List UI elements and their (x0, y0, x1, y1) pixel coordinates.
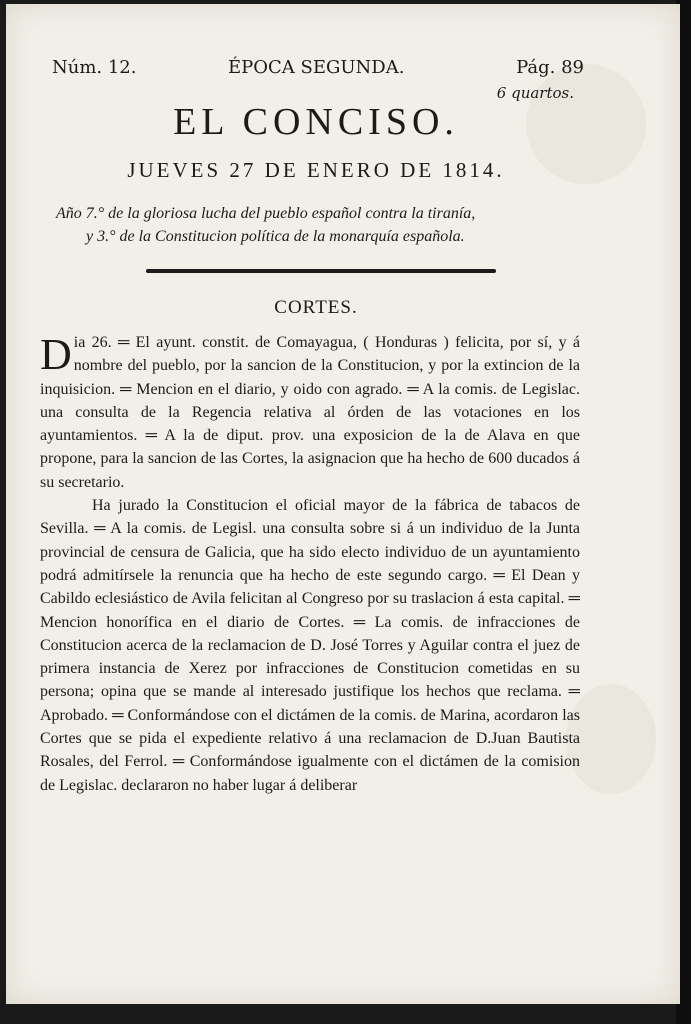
motto-line-1: Año 7.° de la gloriosa lucha del pueblo español contra la tiranía, (56, 205, 476, 222)
divider-rule (146, 269, 496, 273)
drop-cap: D (40, 331, 72, 379)
issue-date: JUEVES 27 DE ENERO DE 1814. (127, 158, 505, 182)
issue-number: Núm. 12. (52, 57, 137, 78)
newspaper-title: EL CONCISO. (173, 101, 459, 143)
epoch-label: ÉPOCA SEGUNDA. (228, 57, 405, 78)
page-number: Pág. 89 (516, 57, 584, 78)
motto-line-2: y 3.° de la Constitucion política de la monarquía española. (86, 228, 465, 245)
section-heading: CORTES. (274, 297, 358, 318)
masthead-row (52, 57, 584, 83)
paragraph-2: Ha jurado la Constitucion el oficial mayor de la fábrica de tabacos de Sevilla. ═ A la comis. de Legisl. una consulta sobre si á un individuo de la Junta provincial de censura de Galicia, que ha sido electo individuo de un ayuntamiento podrá admitírsele la renuncia que ha hecho de este segundo cargo. ═ El Dean y Cabildo eclesiástico de Avila felicitan al Congreso por su traslacion á esta capital. ═ Mencion honorífica en el diario de Cortes. ═ La comis. de infracciones de Constitucion acerca de la reclamacion de D. José Torres y Aguilar contra el juez de primera instancia de Xerez por infracciones de Constitucion cometidas en su persona; opina que se mande al interesado justifique los hechos que reclama. ═ Aprobado. ═ Conformándose con el dictámen de la comis. de Marina, acordaron las Cortes que se pida el expediente relativo á una reclamacion de D.Juan Bautista Rosales, del Ferrol. ═ Conformándose igualmente con el dictámen de la comision de Legislac. declararon no haber lugar á deliberar (40, 497, 580, 794)
paragraph-1 (40, 331, 580, 494)
paragraph-1-text: ia 26. ═ El ayunt. constit. de Comayagua, ( Honduras ) felicita, por sí, y á nombre del pueblo, por la sancion de la Constitucion, y por la extincion de la inquisicion. ═ Mencion en el diario, y oido con agrado. ═ A la comis. de Legislac. una consulta de la Regencia relativa al órden de las votaciones en los ayuntamientos. ═ A la de diput. prov. una exposicion de la de Alava en que propone, para la sancion de las Cortes, la asignacion que ha hecho de 600 ducados á su secretario. (40, 334, 580, 491)
newspaper-page (6, 4, 680, 1004)
article-body (40, 331, 580, 921)
price-label: 6 quartos. (496, 84, 574, 102)
